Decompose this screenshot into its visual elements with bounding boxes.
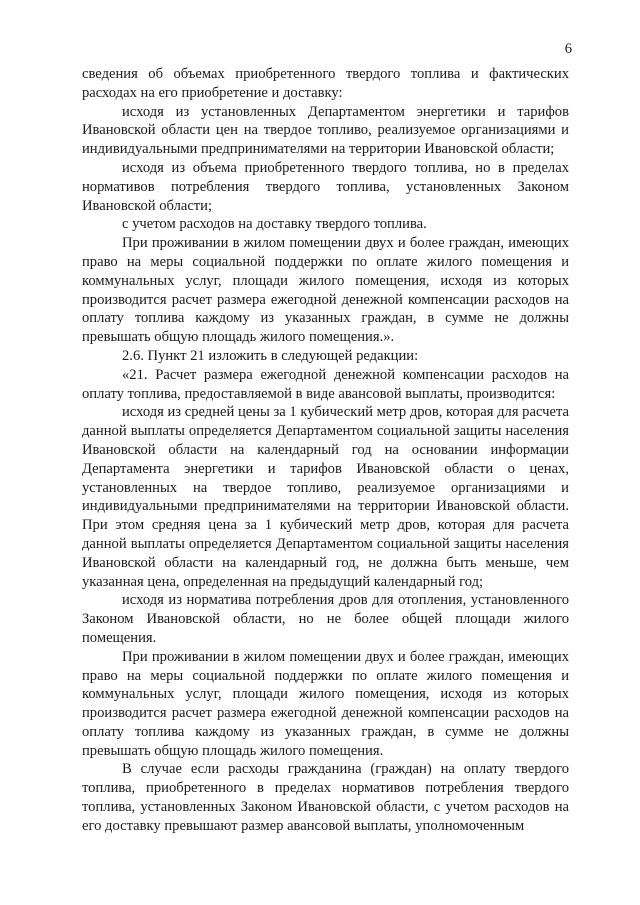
paragraph: исходя из объема приобретенного твердого топлива, но в пределах нормативов потребления твердого топлива, установленных Законом Ивановской области; bbox=[82, 159, 569, 214]
paragraph: исходя из средней цены за 1 кубический метр дров, которая для расчета данной выплаты определяется Департаментом социальной защиты населения Ивановской области на календарный год на основании информации Департамента энергетики и тарифов Ивановской области о ценах, установленных на твердое топливо, реализуемое организациями и индивидуальными предпринимателями на территории Ивановской области. При этом средняя цена за 1 кубический метр дров, которая для расчета данной выплаты определяется Департаментом социальной защиты населения Ивановской области на календарный год, не должна быть меньше, чем указанная цена, определенная на предыдущий календарный год; bbox=[82, 404, 569, 590]
paragraph: с учетом расходов на доставку твердого топлива. bbox=[122, 216, 427, 233]
paragraph: При проживании в жилом помещении двух и более граждан, имеющих право на меры социальной поддержки по оплате жилого помещения и коммунальных услуг, площади жилого помещения, исходя из которых производится расчет размера ежегодной денежной компенсации расходов на оплату топлива каждому из указанных граждан, в сумме не должны превышать общую площадь жилого помещения. bbox=[82, 648, 569, 759]
page-number: 6 bbox=[564, 41, 572, 57]
document-body bbox=[82, 65, 569, 836]
paragraph: «21. Расчет размера ежегодной денежной компенсации расходов на оплату топлива, предоставляемой в виде авансовой выплаты, производится: bbox=[82, 366, 569, 402]
paragraph: В случае если расходы гражданина (граждан) на оплату твердого топлива, приобретенного в пределах нормативов потребления твердого топлива, установленных Законом Ивановской области, с учетом расходов на его доставку превышают размер авансовой выплаты, уполномоченным bbox=[82, 761, 569, 834]
paragraph: сведения об объемах приобретенного твердого топлива и фактических расходах на его приобретение и доставку: bbox=[82, 66, 569, 101]
paragraph: 2.6. Пункт 21 изложить в следующей редакции: bbox=[122, 347, 419, 364]
paragraph: При проживании в жилом помещении двух и более граждан, имеющих право на меры социальной поддержки по оплате жилого помещения и коммунальных услуг, площади жилого помещения, исходя из которых производится расчет размера ежегодной денежной компенсации расходов на оплату топлива каждому из указанных граждан, в сумме не должны превышать общую площадь жилого помещения.». bbox=[82, 235, 569, 346]
paragraph: исходя из норматива потребления дров для отопления, установленного Законом Ивановской области, но не более общей площади жилого помещения. bbox=[82, 592, 569, 646]
paragraph: исходя из установленных Департаментом энергетики и тарифов Ивановской области цен на твердое топливо, реализуемое организациями и индивидуальными предпринимателями на территории Ивановской области; bbox=[82, 103, 569, 158]
